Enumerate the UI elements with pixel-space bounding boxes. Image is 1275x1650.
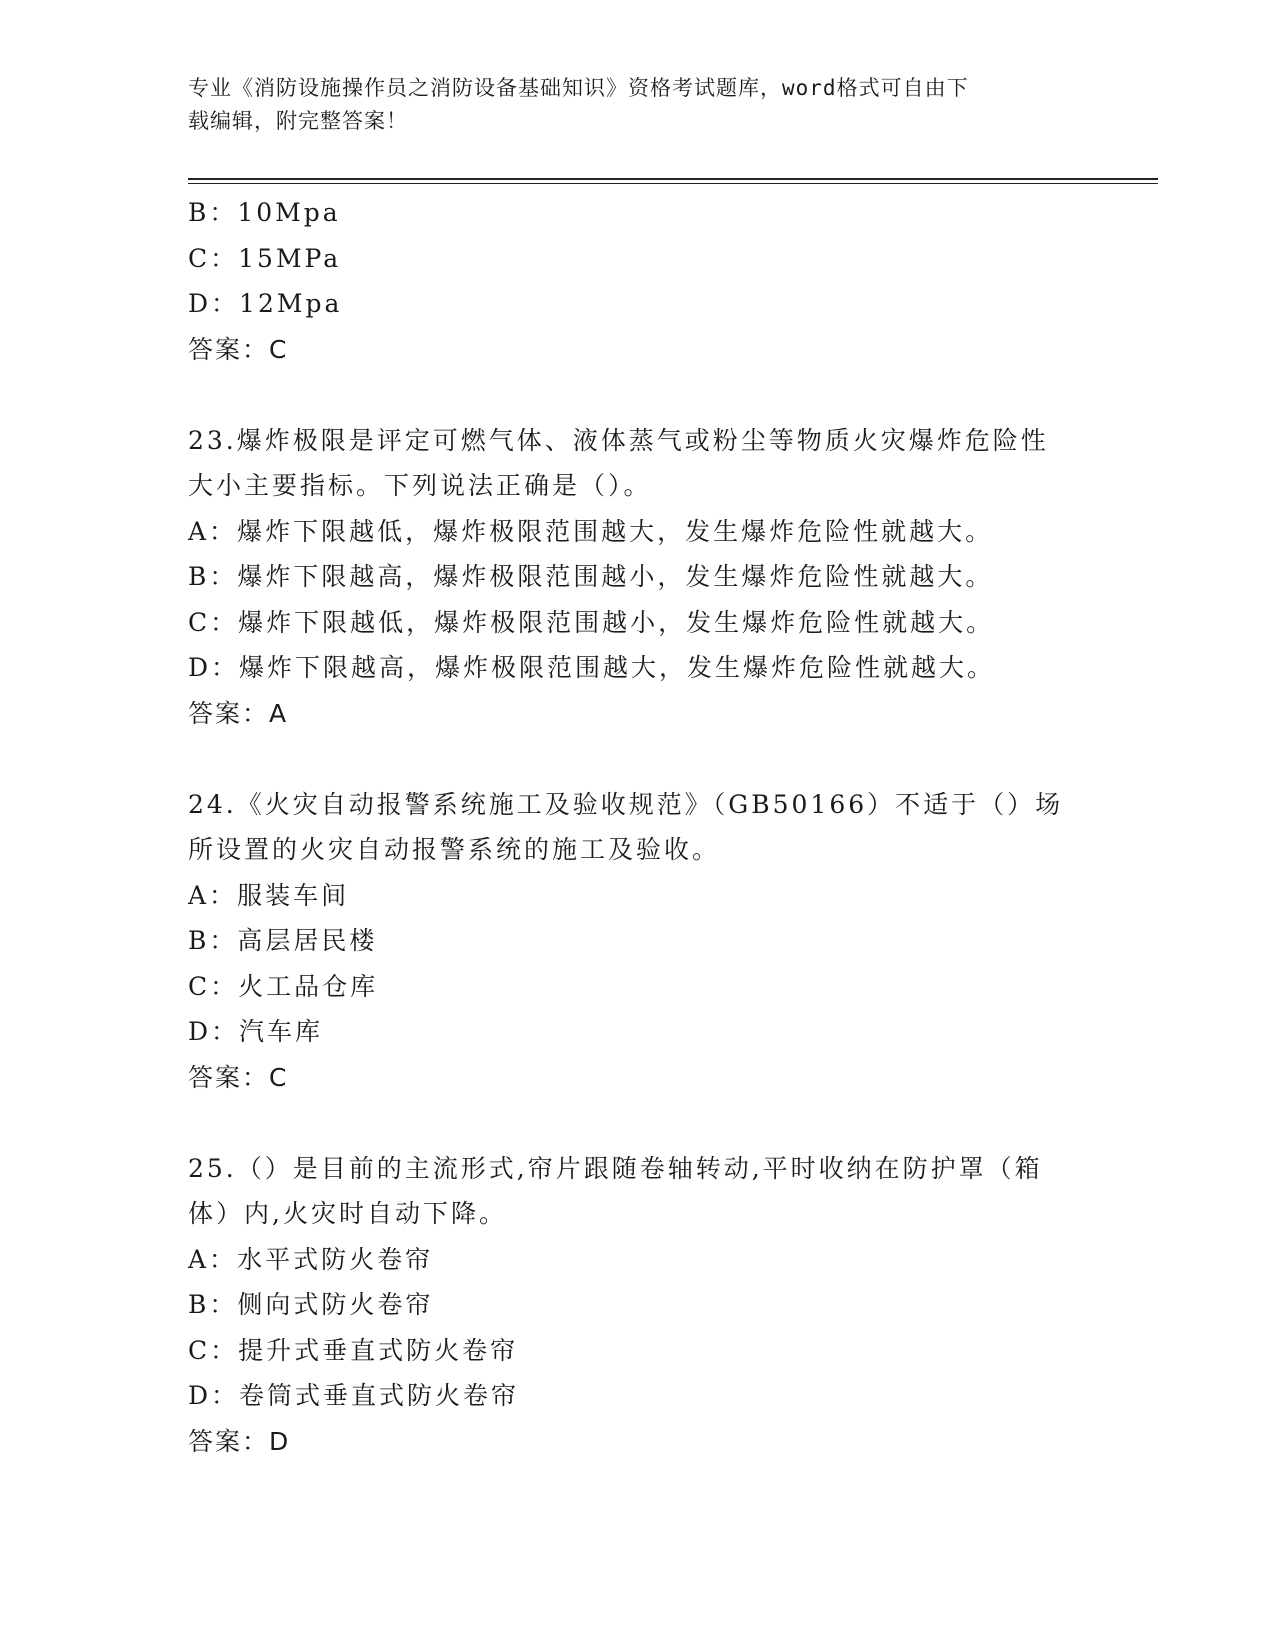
option-d: D：爆炸下限越高，爆炸极限范围越大，发生爆炸危险性就越大。 xyxy=(188,653,996,682)
option-c: C：提升式垂直式防火卷帘 xyxy=(188,1335,519,1365)
question-24 xyxy=(188,782,1088,1101)
header-line-2: 载编辑，附完整答案！ xyxy=(188,109,408,133)
option-d: D：汽车库 xyxy=(188,1017,324,1046)
spacer xyxy=(188,736,1088,782)
option-d: D：卷筒式垂直式防火卷帘 xyxy=(188,1381,520,1410)
header-divider-thick xyxy=(188,178,1158,180)
question-22-continuation xyxy=(188,190,1088,372)
question-stem: 23.爆炸极限是评定可燃气体、液体蒸气或粉尘等物质火灾爆炸危险性 xyxy=(188,425,1049,455)
question-stem: 24.《火灾自动报警系统施工及验收规范》（GB50166）不适于（）场 xyxy=(188,789,1064,819)
document-header xyxy=(188,72,1068,138)
option-b: B：高层居民楼 xyxy=(188,926,378,955)
option-d: D：12Mpa xyxy=(188,289,343,318)
question-23 xyxy=(188,418,1088,737)
question-stem: 大小主要指标。下列说法正确是（）。 xyxy=(188,471,652,500)
option-b: B：侧向式防火卷帘 xyxy=(188,1290,434,1319)
question-stem: 所设置的火灾自动报警系统的施工及验收。 xyxy=(188,835,721,864)
answer: 答案：C xyxy=(188,334,289,364)
question-content xyxy=(188,190,1088,1464)
question-stem: 体）内,火灾时自动下降。 xyxy=(188,1199,507,1228)
answer: 答案：D xyxy=(188,1426,291,1456)
option-c: C：火工品仓库 xyxy=(188,971,379,1001)
option-a: A：水平式防火卷帘 xyxy=(188,1244,434,1274)
option-c: C：15MPa xyxy=(188,243,342,273)
option-b: B：爆炸下限越高，爆炸极限范围越小，发生爆炸危险性就越大。 xyxy=(188,562,994,591)
answer: 答案：C xyxy=(188,1062,289,1092)
question-25 xyxy=(188,1146,1088,1465)
spacer xyxy=(188,1100,1088,1146)
header-divider-thin xyxy=(188,183,1158,184)
option-c: C：爆炸下限越低，爆炸极限范围越小，发生爆炸危险性就越大。 xyxy=(188,607,995,637)
option-b: B：10Mpa xyxy=(188,198,341,227)
spacer xyxy=(188,372,1088,418)
header-line-1: 专业《消防设施操作员之消防设备基础知识》资格考试题库，word格式可自由下 xyxy=(188,76,969,100)
answer: 答案：A xyxy=(188,698,289,728)
question-stem: 25.（）是目前的主流形式,帘片跟随卷轴转动,平时收纳在防护罩（箱 xyxy=(188,1153,1043,1183)
option-a: A：服装车间 xyxy=(188,880,350,910)
option-a: A：爆炸下限越低，爆炸极限范围越大，发生爆炸危险性就越大。 xyxy=(188,516,994,546)
